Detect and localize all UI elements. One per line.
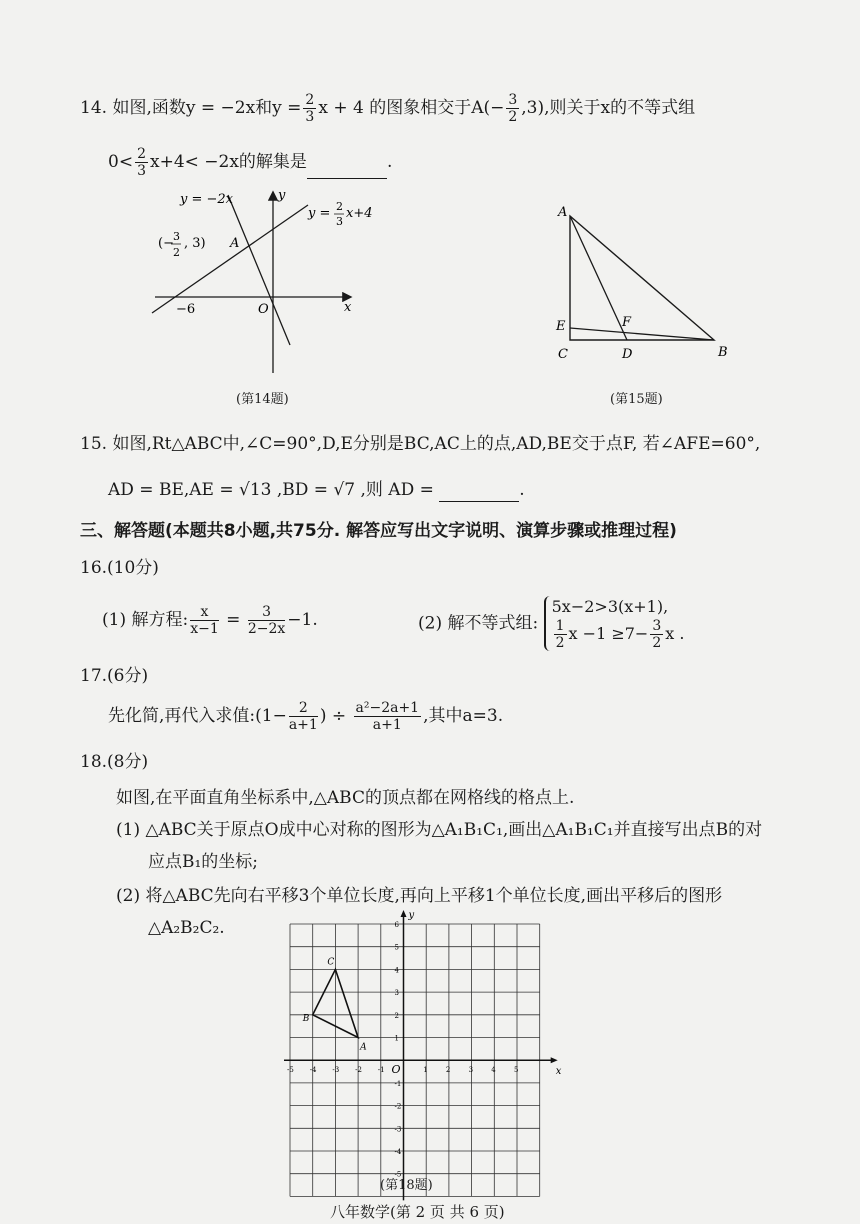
fraction: [289, 700, 318, 733]
y-axis-label: y: [278, 188, 286, 203]
segment-be: [570, 328, 714, 340]
q14-text: x+4< −2x的解集是: [149, 152, 307, 172]
denominator: 2: [508, 109, 518, 125]
numerator: 2: [137, 146, 146, 162]
line-y-neg2x: [228, 195, 290, 345]
fraction: [650, 618, 663, 651]
equals: =: [226, 610, 241, 630]
label-A: A: [558, 205, 568, 220]
q14-caption: (第14题): [236, 392, 289, 407]
q15-text: .: [519, 480, 525, 500]
fraction: [135, 146, 148, 179]
q18-number: 18.(8分): [80, 752, 149, 772]
fraction: [303, 92, 316, 125]
q16-p1-text: −1.: [287, 610, 318, 630]
y-tick-label: -2: [394, 1102, 402, 1111]
x-tick-label: -1: [377, 1066, 385, 1075]
x-tick-label: 3: [468, 1066, 474, 1075]
point-frac-n: 3: [173, 230, 180, 243]
y-tick-label: 2: [394, 1011, 399, 1020]
inequality-1: 5x−2>3(x+1),: [551, 597, 669, 616]
fraction: [506, 92, 519, 125]
q14-line1: [80, 92, 695, 125]
label-y-neg2x: y = −2x: [180, 192, 233, 207]
y-tick-label: 4: [394, 966, 399, 975]
tick-neg6: −6: [176, 302, 196, 317]
x-tick-label: -5: [287, 1066, 294, 1075]
inequality-2: [552, 618, 685, 651]
y-tick-label: 6: [394, 921, 399, 929]
denominator: x−1: [190, 621, 219, 637]
y-tick-label: 3: [394, 989, 399, 998]
section-heading: 三、解答题(本题共8小题,共75分. 解答应写出文字说明、演算步骤或推理过程): [80, 521, 677, 541]
q17-number: 17.(6分): [80, 666, 149, 686]
denominator: a+1: [288, 717, 318, 733]
point-frac-d: 2: [173, 246, 180, 259]
q14-text: ,3),则关于x的不等式组: [521, 98, 696, 118]
answer-blank[interactable]: [307, 160, 387, 179]
q15-line2: [108, 478, 525, 502]
q16-part2: [418, 596, 684, 651]
fraction: [190, 604, 219, 637]
x-tick-label: 4: [491, 1066, 496, 1075]
y-tick-label: 1: [394, 1034, 399, 1043]
q14-figure: [140, 185, 380, 385]
x-tick-label: 2: [445, 1066, 451, 1075]
segment-ad: [570, 216, 627, 340]
q17-text: 先化简,再代入求值:(1−: [108, 706, 287, 726]
fraction: [554, 618, 567, 651]
numerator: 1: [555, 618, 565, 634]
y-tick-label: -4: [394, 1148, 402, 1156]
y-tick-label: 5: [394, 943, 399, 952]
label-line2-b: x+4: [346, 206, 373, 221]
q18-part2-cont: △A₂B₂C₂.: [148, 918, 225, 938]
q15-number: 15.: [80, 434, 108, 454]
q14-text: .: [386, 152, 393, 172]
q14-text: 如图,函数y = −2x和y =: [112, 98, 302, 118]
numerator: 3: [508, 92, 518, 108]
q15-text: 如图,Rt△ABC中,∠C=90°,D,E分别是BC,AC上的点,AD,BE交于点F, 若∠AFE=60°,: [112, 434, 761, 454]
q17-text: ,其中a=3.: [423, 706, 504, 726]
q14-text: 0<: [108, 152, 134, 172]
x-tick-label: -2: [355, 1066, 362, 1075]
fraction: [248, 604, 285, 637]
q15-text: AD = BE,AE = √13 ,BD = √7 ,则 AD =: [108, 480, 434, 500]
denominator: 3: [137, 163, 146, 179]
fraction: [354, 700, 422, 733]
q18-caption: (第18题): [380, 1178, 433, 1193]
numerator: 3: [652, 618, 662, 634]
label-F: F: [622, 315, 632, 330]
q14-text: x + 4 的图象相交于A(−: [318, 98, 505, 118]
triangle-abc: [570, 216, 714, 340]
answer-blank[interactable]: [439, 483, 519, 502]
y-tick-label: -3: [394, 1125, 402, 1134]
x-tick-label: 5: [514, 1066, 519, 1075]
vertex-label-b: B: [302, 1013, 310, 1024]
x-tick-label: -4: [309, 1066, 317, 1075]
inequality-2-text: x .: [665, 624, 685, 643]
q18-grid: [278, 910, 562, 1179]
y-tick-label: -1: [394, 1079, 402, 1088]
point-A: A: [230, 236, 240, 251]
label-B: B: [718, 345, 728, 360]
q18-part1: (1) △ABC关于原点O成中心对称的图形为△A₁B₁C₁,画出△A₁B₁C₁并直接写出点B的对: [116, 820, 763, 840]
label-C: C: [558, 347, 568, 362]
origin-label: O: [391, 1063, 401, 1077]
x-tick-label: -3: [332, 1066, 340, 1075]
q15-line1: [80, 432, 760, 456]
label-E: E: [556, 319, 566, 334]
y-axis-label: y: [408, 910, 415, 921]
label-frac-n: 2: [336, 200, 343, 213]
q16-number: 16.(10分): [80, 558, 159, 578]
page-footer: 八年数学(第 2 页 共 6 页): [330, 1203, 505, 1221]
q16-part1: [102, 604, 318, 637]
q14-number: 14.: [80, 98, 108, 118]
vertex-label-a: A: [360, 1042, 367, 1053]
numerator: x: [190, 604, 219, 621]
origin-label: O: [258, 302, 269, 317]
x-axis-label: x: [555, 1066, 562, 1078]
x-axis-arrow: [551, 1057, 558, 1063]
numerator: a²−2a+1: [355, 700, 420, 716]
q15-figure: [550, 200, 750, 370]
y-tick-label: -5: [394, 1170, 402, 1179]
vertex-label-c: C: [327, 957, 335, 968]
point-label-b: , 3): [184, 236, 206, 251]
numerator: 3: [248, 604, 285, 621]
denominator: 2−2x: [247, 621, 286, 637]
denominator: 2: [652, 635, 662, 651]
denominator: 2: [555, 635, 565, 651]
q16-p2-text: (2) 解不等式组:: [418, 613, 539, 634]
inequality-2-text: x −1 ≥7−: [568, 624, 649, 643]
inequality-system: [544, 596, 685, 651]
x-axis-label: x: [344, 300, 352, 315]
denominator: a+1: [372, 717, 402, 733]
q18-part1-cont: 应点B₁的坐标;: [148, 852, 259, 872]
y-axis-arrow: [401, 910, 407, 917]
q17-body: [108, 700, 503, 733]
numerator: 2: [289, 700, 318, 717]
q16-p1-text: (1) 解方程:: [102, 610, 189, 630]
label-frac-d: 3: [336, 215, 343, 228]
denominator: 3: [305, 109, 315, 125]
q18-part2: (2) 将△ABC先向右平移3个单位长度,再向上平移1个单位长度,画出平移后的图形: [116, 886, 723, 906]
q18-intro: 如图,在平面直角坐标系中,△ABC的顶点都在网格线的格点上.: [116, 788, 575, 808]
q14-line2: [108, 146, 392, 179]
q17-text: ) ÷: [319, 706, 347, 726]
label-line2: y =: [308, 206, 331, 221]
label-D: D: [622, 347, 633, 362]
point-label: (−: [158, 236, 174, 251]
x-tick-label: 1: [423, 1066, 428, 1075]
numerator: 2: [305, 92, 315, 108]
q15-caption: (第15题): [610, 392, 663, 407]
